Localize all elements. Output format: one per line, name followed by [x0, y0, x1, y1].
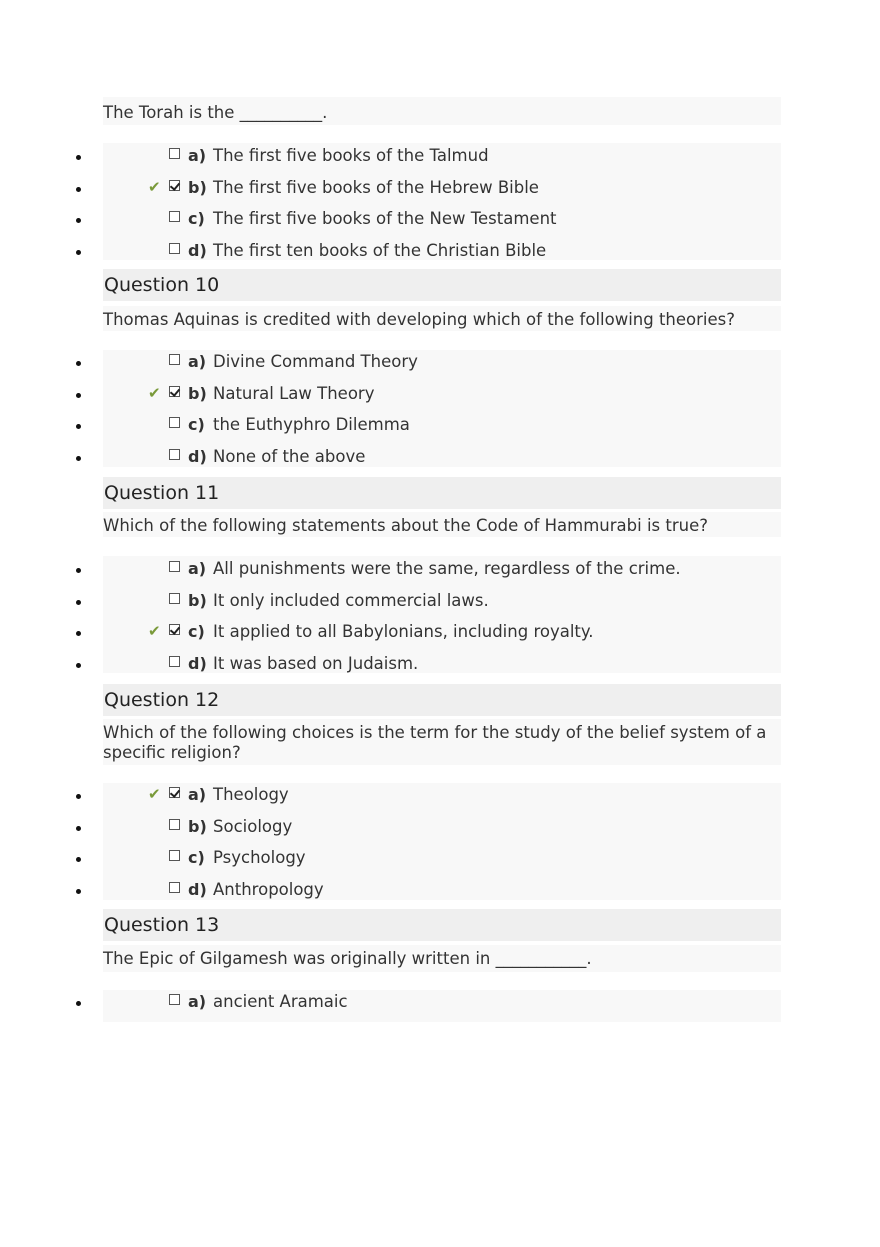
- list-item: d) Anthropology: [0, 880, 880, 908]
- list-item: d) None of the above: [0, 447, 880, 475]
- bullet: [76, 889, 81, 894]
- question-12-text: Which of the following choices is the term for the study of the belief system of a specific religion?: [103, 719, 781, 765]
- checkbox[interactable]: [169, 882, 180, 893]
- checkbox[interactable]: [169, 819, 180, 830]
- question-10-text: Thomas Aquinas is credited with developing which of the following theories?: [103, 306, 781, 331]
- checkbox[interactable]: [169, 449, 180, 460]
- list-item: a) The first five books of the Talmud: [0, 146, 880, 174]
- bullet: [76, 663, 81, 668]
- checkbox[interactable]: [169, 994, 180, 1005]
- question-13-heading: Question 13: [103, 909, 781, 941]
- checkbox-checked[interactable]: [169, 787, 180, 798]
- bullet: [76, 424, 81, 429]
- checkbox[interactable]: [169, 656, 180, 667]
- list-item: b) Sociology: [0, 817, 880, 845]
- bullet: [76, 568, 81, 573]
- bullet: [76, 393, 81, 398]
- checkbox[interactable]: [169, 211, 180, 222]
- list-item: d) The first ten books of the Christian Bible: [0, 241, 880, 269]
- bullet: [76, 361, 81, 366]
- bullet: [76, 456, 81, 461]
- bullet: [76, 218, 81, 223]
- checkbox[interactable]: [169, 850, 180, 861]
- list-item: ✔ b) The first five books of the Hebrew Bible: [0, 178, 880, 206]
- question-12-heading: Question 12: [103, 684, 781, 716]
- checkbox-checked[interactable]: [169, 386, 180, 397]
- bullet: [76, 857, 81, 862]
- bullet: [76, 631, 81, 636]
- correct-check-icon: ✔: [148, 178, 161, 196]
- correct-check-icon: ✔: [148, 384, 161, 402]
- list-item: c) The first five books of the New Testament: [0, 209, 880, 237]
- checkbox-checked[interactable]: [169, 624, 180, 635]
- question-10-heading: Question 10: [103, 269, 781, 301]
- list-item: ✔ a) Theology: [0, 785, 880, 813]
- correct-check-icon: ✔: [148, 622, 161, 640]
- checkbox[interactable]: [169, 243, 180, 254]
- bullet: [76, 794, 81, 799]
- checkbox[interactable]: [169, 561, 180, 572]
- question-11-heading: Question 11: [103, 477, 781, 509]
- checkbox[interactable]: [169, 354, 180, 365]
- bullet: [76, 826, 81, 831]
- list-item: a) ancient Aramaic: [0, 992, 880, 1020]
- bullet: [76, 1001, 81, 1006]
- checkbox[interactable]: [169, 593, 180, 604]
- question-11-text: Which of the following statements about the Code of Hammurabi is true?: [103, 512, 781, 537]
- bullet: [76, 155, 81, 160]
- list-item: ✔ b) Natural Law Theory: [0, 384, 880, 412]
- checkbox[interactable]: [169, 417, 180, 428]
- bullet: [76, 187, 81, 192]
- list-item: c) the Euthyphro Dilemma: [0, 415, 880, 443]
- checkbox-checked[interactable]: [169, 180, 180, 191]
- bullet: [76, 600, 81, 605]
- bullet: [76, 250, 81, 255]
- question-13-text: The Epic of Gilgamesh was originally written in ___________.: [103, 945, 781, 972]
- list-item: a) Divine Command Theory: [0, 352, 880, 380]
- list-item: b) It only included commercial laws.: [0, 591, 880, 619]
- list-item: ✔ c) It applied to all Babylonians, including royalty.: [0, 622, 880, 650]
- list-item: c) Psychology: [0, 848, 880, 876]
- question-9-text: The Torah is the __________.: [103, 97, 781, 125]
- list-item: a) All punishments were the same, regardless of the crime.: [0, 559, 880, 587]
- checkbox[interactable]: [169, 148, 180, 159]
- correct-check-icon: ✔: [148, 785, 161, 803]
- list-item: d) It was based on Judaism.: [0, 654, 880, 682]
